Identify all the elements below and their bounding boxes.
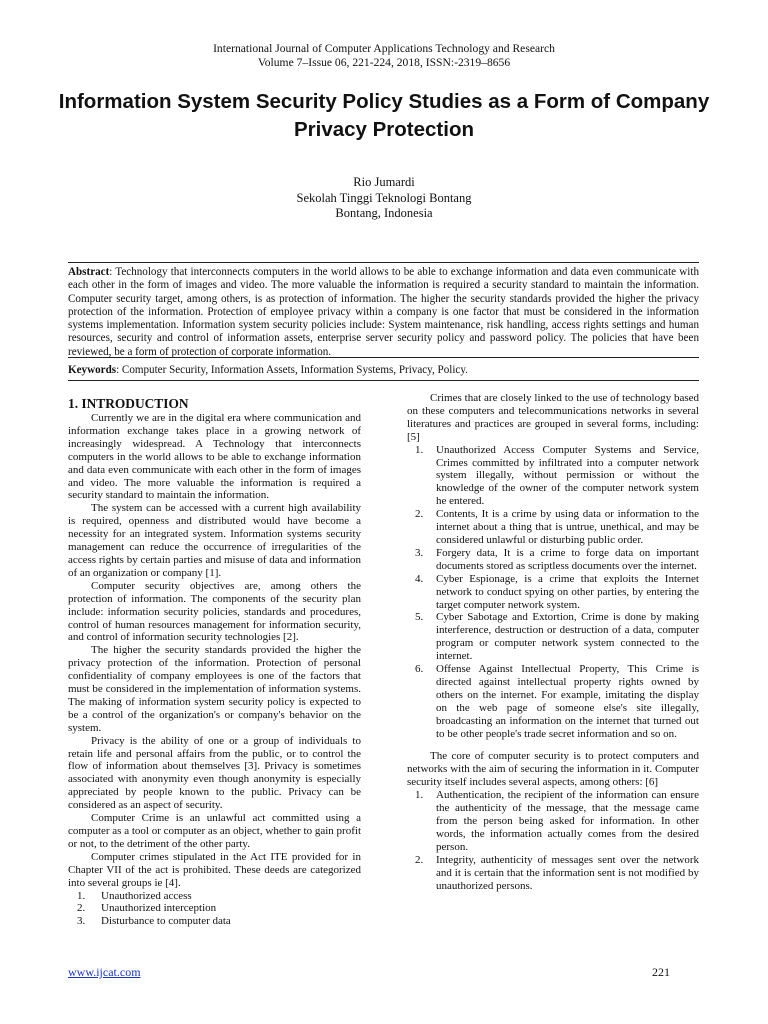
paper-title: Information System Security Policy Studies as a Form of Company Privacy Protection — [58, 90, 710, 141]
list-item: 5. Cyber Sabotage and Extortion, Crime is done by making interference, destruction or destruction of a data, computer program or computer network system connected to the internet. — [415, 611, 699, 663]
list-item: 2. Integrity, authenticity of messages sent over the network and it is certain that the information sent is not modified by unauthorized persons. — [415, 853, 699, 892]
journal-header — [0, 42, 768, 70]
crime-forms-list — [407, 444, 699, 741]
intro-paragraph: The higher the security standards provided the higher the privacy protection of the information. Protection of personal confidentiality of company employees is one of the factors that must be considered in the implementation of information systems. The making of information system security policy is expected to be a control of the organization's or company's behavior on the system. — [68, 644, 361, 734]
crime-groups-list — [68, 890, 361, 929]
journal-volume: Volume 7–Issue 06, 221-224, 2018, ISSN:-2319–8656 — [257, 56, 511, 69]
abstract-label: Abstract — [68, 266, 110, 278]
keywords — [68, 364, 699, 377]
crimes-intro-paragraph: Crimes that are closely linked to the use of technology based on these computers and telecommunications networks in several literatures and practices are grouped in several forms, including: [5] — [407, 392, 699, 443]
left-column — [68, 396, 361, 928]
journal-website-link[interactable]: www.ijcat.com — [68, 965, 141, 979]
list-item: 4. Cyber Espionage, is a crime that exploits the Internet network to conduct spying on other parties, by entering the target computer network system. — [415, 572, 699, 611]
list-item: 2. Contents, It is a crime by using data or information to the internet about a thing that is untrue, unethical, and may be considered unlawful or disturbing public order. — [415, 508, 699, 546]
list-item: 1. Unauthorized access — [77, 889, 192, 902]
list-item: 1. Authentication, the recipient of the information can ensure the authenticity of the message, that the message came from the person being asked for information. In other words, the information actually comes from the desired person. — [415, 789, 699, 853]
author-block — [0, 175, 768, 222]
intro-paragraph: Computer security objectives are, among others the protection of information. The components of the security plan include: information security policies, standards and procedures, control of human resources management for information security, and control of information security technologies [2]. — [68, 579, 361, 644]
page-number: 221 — [652, 965, 670, 979]
author-location: Bontang, Indonesia — [335, 206, 433, 220]
list-item: 3. Disturbance to computer data — [77, 915, 231, 928]
author-institution: Sekolah Tinggi Teknologi Bontang — [296, 190, 472, 205]
keywords-bottom-rule — [68, 380, 699, 381]
list-item: 2. Unauthorized interception — [77, 902, 217, 915]
intro-paragraph: Computer crimes stipulated in the Act ITE provided for in Chapter VII of the act is prohibited. These deeds are categorized into several groups ie [4]. — [68, 850, 361, 889]
abstract — [68, 266, 699, 359]
intro-paragraph: Currently we are in the digital era where communication and information exchange takes place in a growing network of increasingly widespread. A Technology that interconnects computers in the world allows to be able to exchange information and data even communicate with each other in the form of images and video. The more valuable the information is required a security standard to maintain the information. — [68, 412, 361, 502]
computer-security-paragraph: The core of computer security is to protect computers and networks with the aim of securing the information in it. Computer security itself includes several aspects, among others: [6] — [407, 750, 699, 789]
intro-paragraph: Computer Crime is an unlawful act committed using a computer as a tool or computer as an object, whether to gain profit or not, to the detriment of the other party. — [68, 812, 361, 850]
list-item: 1. Unauthorized Access Computer Systems and Service, Crimes committed by infiltrated into a computer network system illegally, without permission or without the knowledge of the owner of the computer network system he entered. — [415, 443, 699, 508]
intro-paragraph: The system can be accessed with a current high availability is required, openness and distributed would have become a necessity for an integrated system. Information systems security management can reduce the occurrence of irregularities of the access rights by certain parties and misuse of data and information of an organization or company [1]. — [68, 502, 361, 579]
journal-name: International Journal of Computer Applications Technology and Research — [213, 42, 555, 55]
intro-paragraph: Privacy is the ability of one or a group of individuals to retain life and personal affairs from the public, or to control the flow of information about themselves [3]. Privacy is sometimes associated with anonymity even though anonymity is especially appreciated by people known to the public. Privacy can be considered as an aspect of security. — [68, 734, 361, 812]
abstract-bottom-rule — [68, 357, 699, 358]
abstract-text: : Technology that interconnects computers in the world allows to be able to exchange information and data even communicate with each other in the form of images and video. The more valuable the information is required a security standard to maintain the information. Computer security target, among others, is as protection of information. The higher the security standards provided the higher the privacy protection of the information. Protection of employee privacy within a company is one factor that must be considered in the information systems implementation. Information system security policies include: System maintenance, risk handling, access rights settings and human resources, security and control of information assets, enterprise server security policy and password policy. The policies that have been reviewed, be a form of protection of corporate information. — [68, 266, 699, 358]
right-column — [407, 392, 699, 892]
keywords-text: : Computer Security, Information Assets, Information Systems, Privacy, Policy. — [116, 364, 468, 376]
abstract-top-rule — [68, 262, 699, 263]
section-heading-introduction: 1. INTRODUCTION — [68, 396, 189, 411]
security-aspects-list — [407, 789, 699, 892]
list-item: 6. Offense Against Intellectual Property, This Crime is directed against intellectual property rights owned by others on the internet. For example, imitating the display on the web page of someone else's site illegally, broadcasting an information on the internet that turned out to be other people's trade secret information and so on. — [415, 663, 699, 740]
author-name: Rio Jumardi — [353, 175, 415, 189]
keywords-label: Keywords — [68, 364, 117, 376]
list-item: 3. Forgery data, It is a crime to forge data on important documents stored as scriptless documents over the internet. — [415, 546, 699, 572]
